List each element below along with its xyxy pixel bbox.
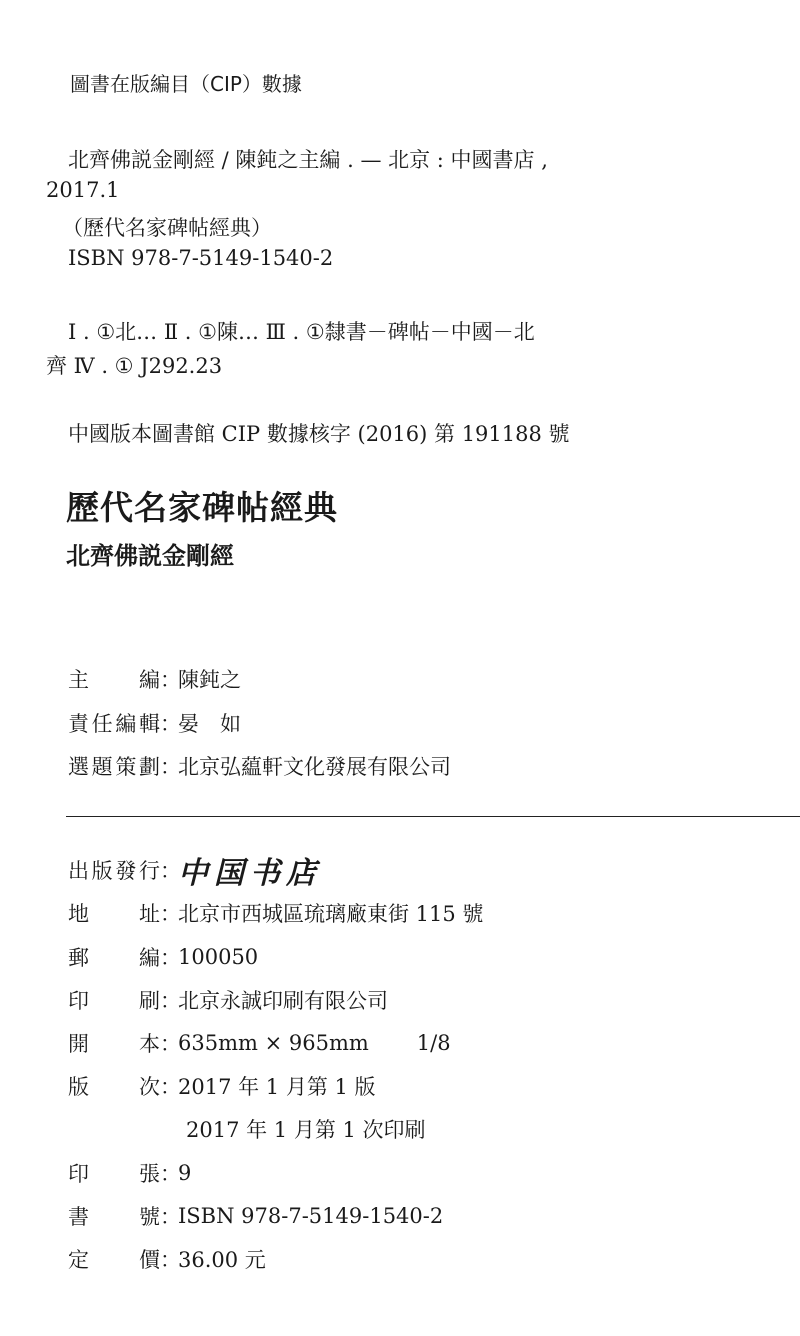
info-postcode: 郵 編 ： 100050 <box>68 945 259 970</box>
divider-line <box>66 816 800 817</box>
cip-line-series: （歷代名家碑帖經典） <box>62 216 272 240</box>
credit-responsible-editor: 責 任 編 輯 ： 晏 如 <box>68 708 241 738</box>
info-value: 100050 <box>178 945 259 969</box>
cip-line-date: 2017.1 <box>46 178 120 202</box>
publisher-row: 出 版 發 行 ： 中国书店 <box>68 852 322 888</box>
info-price: 定 價 ： 36.00 元 <box>68 1244 266 1274</box>
info-isbn: 書 號 ： ISBN 978-7-5149-1540-2 <box>68 1204 444 1229</box>
cip-line-record: 中國版本圖書館 CIP 數據核字 (2016) 第 191188 號 <box>68 422 570 446</box>
credit-label: 選 題 策 劃 <box>68 755 160 779</box>
info-printing <box>186 1114 426 1144</box>
info-value: ISBN 978-7-5149-1540-2 <box>178 1204 444 1228</box>
cip-heading: 圖書在版編目（CIP）數據 <box>70 72 302 96</box>
credit-value: 陳鈍之 <box>178 668 241 692</box>
info-value: 北京永誠印刷有限公司 <box>178 989 388 1013</box>
info-value: 9 <box>178 1161 192 1185</box>
credit-value: 北京弘藴軒文化發展有限公司 <box>178 755 451 779</box>
cip-line-classification: Ⅰ . ①北… Ⅱ . ①陳… Ⅲ . ①隸書－碑帖－中國－北 <box>68 320 535 344</box>
publisher-label: 出 版 發 行 <box>68 859 160 883</box>
info-value: 2017 年 1 月第 1 版 <box>178 1075 376 1099</box>
credit-planning: 選 題 策 劃 ： 北京弘藴軒文化發展有限公司 <box>68 751 451 781</box>
info-printer: 印 刷 ： 北京永誠印刷有限公司 <box>68 985 388 1015</box>
info-value: 北京市西城區琉璃廠東街 115 號 <box>178 902 484 926</box>
publisher-logo: 中国书店 <box>178 856 322 891</box>
info-address: 地 址 ： 北京市西城區琉璃廠東街 115 號 <box>68 898 483 928</box>
info-format: 開 本 ： 635mm × 965mm 1/8 <box>68 1031 451 1056</box>
info-sheets: 印 張 ： 9 <box>68 1161 192 1186</box>
info-value: 2017 年 1 月第 1 次印刷 <box>186 1118 426 1142</box>
info-value-fold: 1/8 <box>416 1031 451 1055</box>
info-value: 635mm × 965mm <box>178 1031 369 1055</box>
credit-value: 晏 如 <box>178 712 241 736</box>
cip-line-isbn: ISBN 978-7-5149-1540-2 <box>68 246 334 270</box>
cip-line-classification-cont: 齊 Ⅳ . ① J292.23 <box>46 354 223 378</box>
credit-label: 主 編 <box>68 668 160 692</box>
cip-line-title: 北齊佛説金剛經 / 陳鈍之主編 . — 北京 : 中國書店 , <box>68 148 548 172</box>
info-value: 36.00 元 <box>178 1248 266 1272</box>
series-title: 歷代名家碑帖經典 <box>66 488 338 527</box>
book-title: 北齊佛説金剛經 <box>66 541 234 570</box>
info-edition: 版 次 ： 2017 年 1 月第 1 版 <box>68 1071 376 1101</box>
credit-label: 責 任 編 輯 <box>68 712 160 736</box>
credit-editor: 主 編 ： 陳鈍之 <box>68 664 241 694</box>
